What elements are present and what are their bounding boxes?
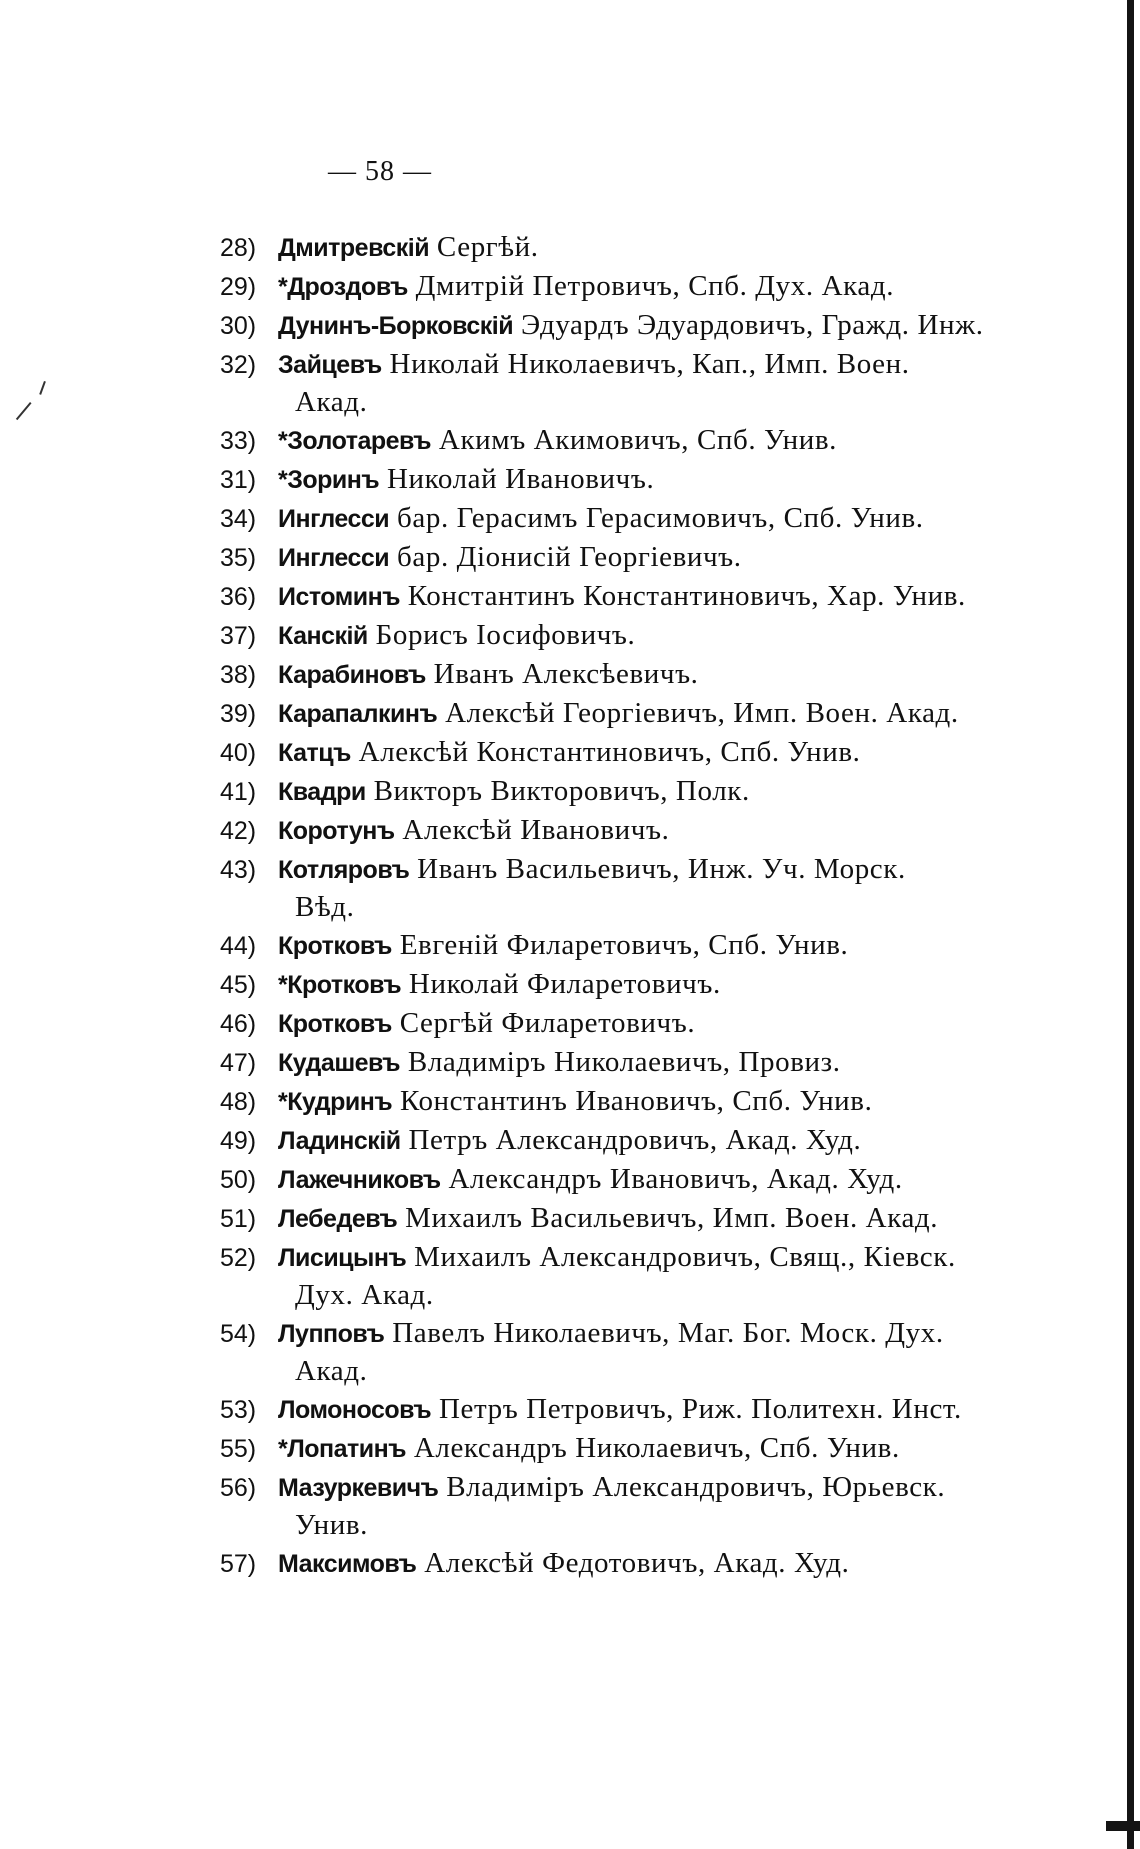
- entry-details: Александръ Ивановичъ, Акад. Худ.: [440, 1163, 903, 1195]
- entry-text: [278, 1160, 1060, 1199]
- entry-text: [278, 1082, 1060, 1121]
- entry-number: 34): [220, 505, 257, 533]
- entry-details: Владиміръ Николаевичъ, Провиз.: [400, 1046, 841, 1078]
- entry-text: [278, 1043, 1060, 1082]
- entry-surname: Лисицынъ: [278, 1244, 407, 1272]
- list-item: [220, 499, 1060, 538]
- entry-text: [278, 1468, 1060, 1507]
- entry-details: Константинъ Ивановичъ, Спб. Унив.: [392, 1085, 873, 1117]
- entry-details: Николай Филаретовичъ.: [401, 968, 721, 1000]
- entry-number: 47): [220, 1049, 257, 1077]
- entry-surname: Кротковъ: [278, 932, 392, 960]
- entry-text: [278, 1314, 1060, 1353]
- stray-pen-mark: [16, 402, 32, 420]
- list-item: [220, 1238, 1060, 1277]
- entry-surname: Максимовъ: [278, 1550, 417, 1578]
- entry-continuation: [220, 1353, 1060, 1390]
- list-item: [220, 1121, 1060, 1160]
- entry-details: Эдуардъ Эдуардовичъ, Гражд. Инж.: [513, 309, 984, 341]
- page-edge-foot: [1106, 1821, 1140, 1831]
- entry-number: 46): [220, 1010, 257, 1038]
- entry-continuation-text: Дух. Акад.: [295, 1279, 434, 1311]
- entry-text: [278, 811, 1060, 850]
- entry-text: [278, 577, 1060, 616]
- entry-details: Константинъ Константиновичъ, Хар. Унив.: [399, 580, 966, 612]
- entry-details: Акимъ Акимовичъ, Спб. Унив.: [431, 424, 838, 456]
- entry-text: [278, 655, 1060, 694]
- list-item: [220, 772, 1060, 811]
- entry-number: 40): [220, 739, 257, 767]
- entry-details: Алексѣй Константиновичъ, Спб. Унив.: [350, 736, 861, 768]
- entry-surname: Карабиновъ: [278, 661, 426, 689]
- page-edge-line: [1127, 0, 1134, 1849]
- entry-number: 50): [220, 1166, 257, 1194]
- entry-details: Дмитрій Петровичъ, Спб. Дух. Акад.: [407, 270, 895, 302]
- entry-number: 37): [220, 622, 257, 650]
- entry-text: [278, 1199, 1060, 1238]
- entry-surname: Катцъ: [278, 739, 351, 767]
- entry-number: 33): [220, 427, 257, 455]
- list-item: [220, 345, 1060, 384]
- list-item: [220, 460, 1060, 499]
- list-item: [220, 1390, 1060, 1429]
- entry-text: [278, 926, 1060, 965]
- list-item: [220, 1468, 1060, 1507]
- entry-text: [278, 460, 1060, 499]
- entry-text: [278, 1004, 1060, 1043]
- entry-text: [278, 1238, 1060, 1277]
- entry-surname: *Кудринъ: [278, 1088, 393, 1116]
- entry-number: 36): [220, 583, 257, 611]
- entry-surname: Лебедевъ: [278, 1205, 398, 1233]
- entry-text: [278, 965, 1060, 1004]
- entry-surname: Лупповъ: [278, 1320, 385, 1348]
- entry-surname: Инглесси: [278, 505, 390, 533]
- entry-surname: Лажечниковъ: [278, 1166, 441, 1194]
- entry-text: [278, 850, 1060, 889]
- entry-surname: Кудашевъ: [278, 1049, 401, 1077]
- entry-list: [220, 228, 1060, 1583]
- entry-number: 56): [220, 1474, 257, 1502]
- entry-number: 35): [220, 544, 257, 572]
- entry-text: [278, 228, 1060, 267]
- entry-text: [278, 345, 1060, 384]
- entry-surname: Канскій: [278, 622, 368, 650]
- entry-text: [278, 1390, 1060, 1429]
- entry-details: Павелъ Николаевичъ, Маг. Бог. Моск. Дух.: [384, 1317, 944, 1349]
- entry-details: Сергѣй.: [429, 231, 539, 263]
- entry-continuation: [220, 1507, 1060, 1544]
- entry-text: [278, 538, 1060, 577]
- entry-surname: Инглесси: [278, 544, 390, 572]
- entry-text: [278, 772, 1060, 811]
- entry-number: 29): [220, 273, 257, 301]
- entry-text: [278, 421, 1060, 460]
- entry-details: Николай Ивановичъ.: [379, 463, 655, 495]
- entry-continuation-text: Акад.: [295, 1355, 368, 1387]
- entry-continuation: [220, 889, 1060, 926]
- list-item: [220, 616, 1060, 655]
- entry-details: Алексѣй Ивановичъ.: [394, 814, 670, 846]
- entry-surname: Зайцевъ: [278, 351, 382, 379]
- entry-number: 43): [220, 856, 257, 884]
- entry-details: Владиміръ Александровичъ, Юрьевск.: [438, 1471, 946, 1503]
- entry-details: Сергѣй Филаретовичъ.: [391, 1007, 696, 1039]
- entry-number: 57): [220, 1550, 257, 1578]
- entry-surname: Мазуркевичъ: [278, 1474, 439, 1502]
- list-item: [220, 811, 1060, 850]
- entry-details: Евгеній Филаретовичъ, Спб. Унив.: [391, 929, 849, 961]
- list-item: [220, 267, 1060, 306]
- entry-text: [278, 267, 1060, 306]
- entry-number: 45): [220, 971, 257, 999]
- entry-number: 55): [220, 1435, 257, 1463]
- entry-number: 44): [220, 932, 257, 960]
- entry-number: 31): [220, 466, 257, 494]
- entry-surname: Квадри: [278, 778, 366, 806]
- entry-details: Петръ Александровичъ, Акад. Худ.: [400, 1124, 862, 1156]
- entry-text: [278, 616, 1060, 655]
- entry-surname: Истоминъ: [278, 583, 400, 611]
- entry-text: [278, 306, 1060, 345]
- entry-continuation-text: Акад.: [295, 386, 368, 418]
- entry-text: [278, 694, 1060, 733]
- entry-details: бар. Діонисій Георгіевичъ.: [389, 541, 742, 573]
- entry-details: бар. Герасимъ Герасимовичъ, Спб. Унив.: [389, 502, 924, 534]
- entry-surname: *Золотаревъ: [278, 427, 432, 455]
- list-item: [220, 1544, 1060, 1583]
- entry-details: Михаилъ Васильевичъ, Имп. Воен. Акад.: [397, 1202, 939, 1234]
- list-item: [220, 1160, 1060, 1199]
- list-item: [220, 1043, 1060, 1082]
- list-item: [220, 850, 1060, 889]
- list-item: [220, 421, 1060, 460]
- entry-text: [278, 1544, 1060, 1583]
- stray-pen-mark: [39, 381, 46, 395]
- entry-details: Николай Николаевичъ, Кап., Имп. Воен.: [381, 348, 910, 380]
- entry-details: Михаилъ Александровичъ, Свящ., Кіевск.: [406, 1241, 956, 1273]
- list-item: [220, 694, 1060, 733]
- entry-surname: Кротковъ: [278, 1010, 392, 1038]
- entry-number: 49): [220, 1127, 257, 1155]
- entry-number: 54): [220, 1320, 257, 1348]
- entry-text: [278, 499, 1060, 538]
- entry-details: Викторъ Викторовичъ, Полк.: [365, 775, 750, 807]
- list-item: [220, 1429, 1060, 1468]
- entry-surname: Дмитревскій: [278, 234, 430, 262]
- entry-details: Александръ Николаевичъ, Спб. Унив.: [405, 1432, 900, 1464]
- entry-continuation: [220, 384, 1060, 421]
- list-item: [220, 1004, 1060, 1043]
- list-item: [220, 1082, 1060, 1121]
- entry-details: Петръ Петровичъ, Риж. Политехн. Инст.: [431, 1393, 962, 1425]
- entry-text: [278, 1429, 1060, 1468]
- entry-number: 42): [220, 817, 257, 845]
- page-number: — 58 —: [328, 156, 432, 187]
- entry-continuation-text: Вѣд.: [295, 891, 355, 923]
- entry-surname: *Кротковъ: [278, 971, 402, 999]
- entry-details: Алексѣй Георгіевичъ, Имп. Воен. Акад.: [437, 697, 959, 729]
- entry-text: [278, 1121, 1060, 1160]
- entry-continuation-text: Унив.: [295, 1509, 368, 1541]
- entry-number: 30): [220, 312, 257, 340]
- entry-surname: *Дроздовъ: [278, 273, 408, 301]
- list-item: [220, 1199, 1060, 1238]
- entry-number: 41): [220, 778, 257, 806]
- entry-surname: Ломоносовъ: [278, 1396, 432, 1424]
- list-item: [220, 733, 1060, 772]
- entry-surname: Котляровъ: [278, 856, 410, 884]
- entry-surname: Ладинскій: [278, 1127, 401, 1155]
- list-item: [220, 965, 1060, 1004]
- entry-number: 38): [220, 661, 257, 689]
- list-item: [220, 926, 1060, 965]
- entry-number: 51): [220, 1205, 257, 1233]
- entry-number: 53): [220, 1396, 257, 1424]
- entry-details: Алексѣй Федотовичъ, Акад. Худ.: [416, 1547, 850, 1579]
- entry-surname: Дунинъ-Борковскій: [278, 312, 514, 340]
- list-item: [220, 1314, 1060, 1353]
- entry-surname: *Лопатинъ: [278, 1435, 406, 1463]
- list-item: [220, 228, 1060, 267]
- entry-number: 32): [220, 351, 257, 379]
- list-item: [220, 577, 1060, 616]
- entry-number: 48): [220, 1088, 257, 1116]
- list-item: [220, 538, 1060, 577]
- entry-text: [278, 733, 1060, 772]
- entry-continuation: [220, 1277, 1060, 1314]
- entry-details: Иванъ Васильевичъ, Инж. Уч. Морск.: [409, 853, 906, 885]
- entry-surname: Коротунъ: [278, 817, 395, 845]
- entry-details: Борисъ Іосифовичъ.: [367, 619, 636, 651]
- list-item: [220, 306, 1060, 345]
- list-item: [220, 655, 1060, 694]
- entry-number: 39): [220, 700, 257, 728]
- entry-number: 52): [220, 1244, 257, 1272]
- entry-surname: Карапалкинъ: [278, 700, 438, 728]
- entry-details: Иванъ Алексѣевичъ.: [425, 658, 699, 690]
- entry-number: 28): [220, 234, 257, 262]
- entry-surname: *Зоринъ: [278, 466, 380, 494]
